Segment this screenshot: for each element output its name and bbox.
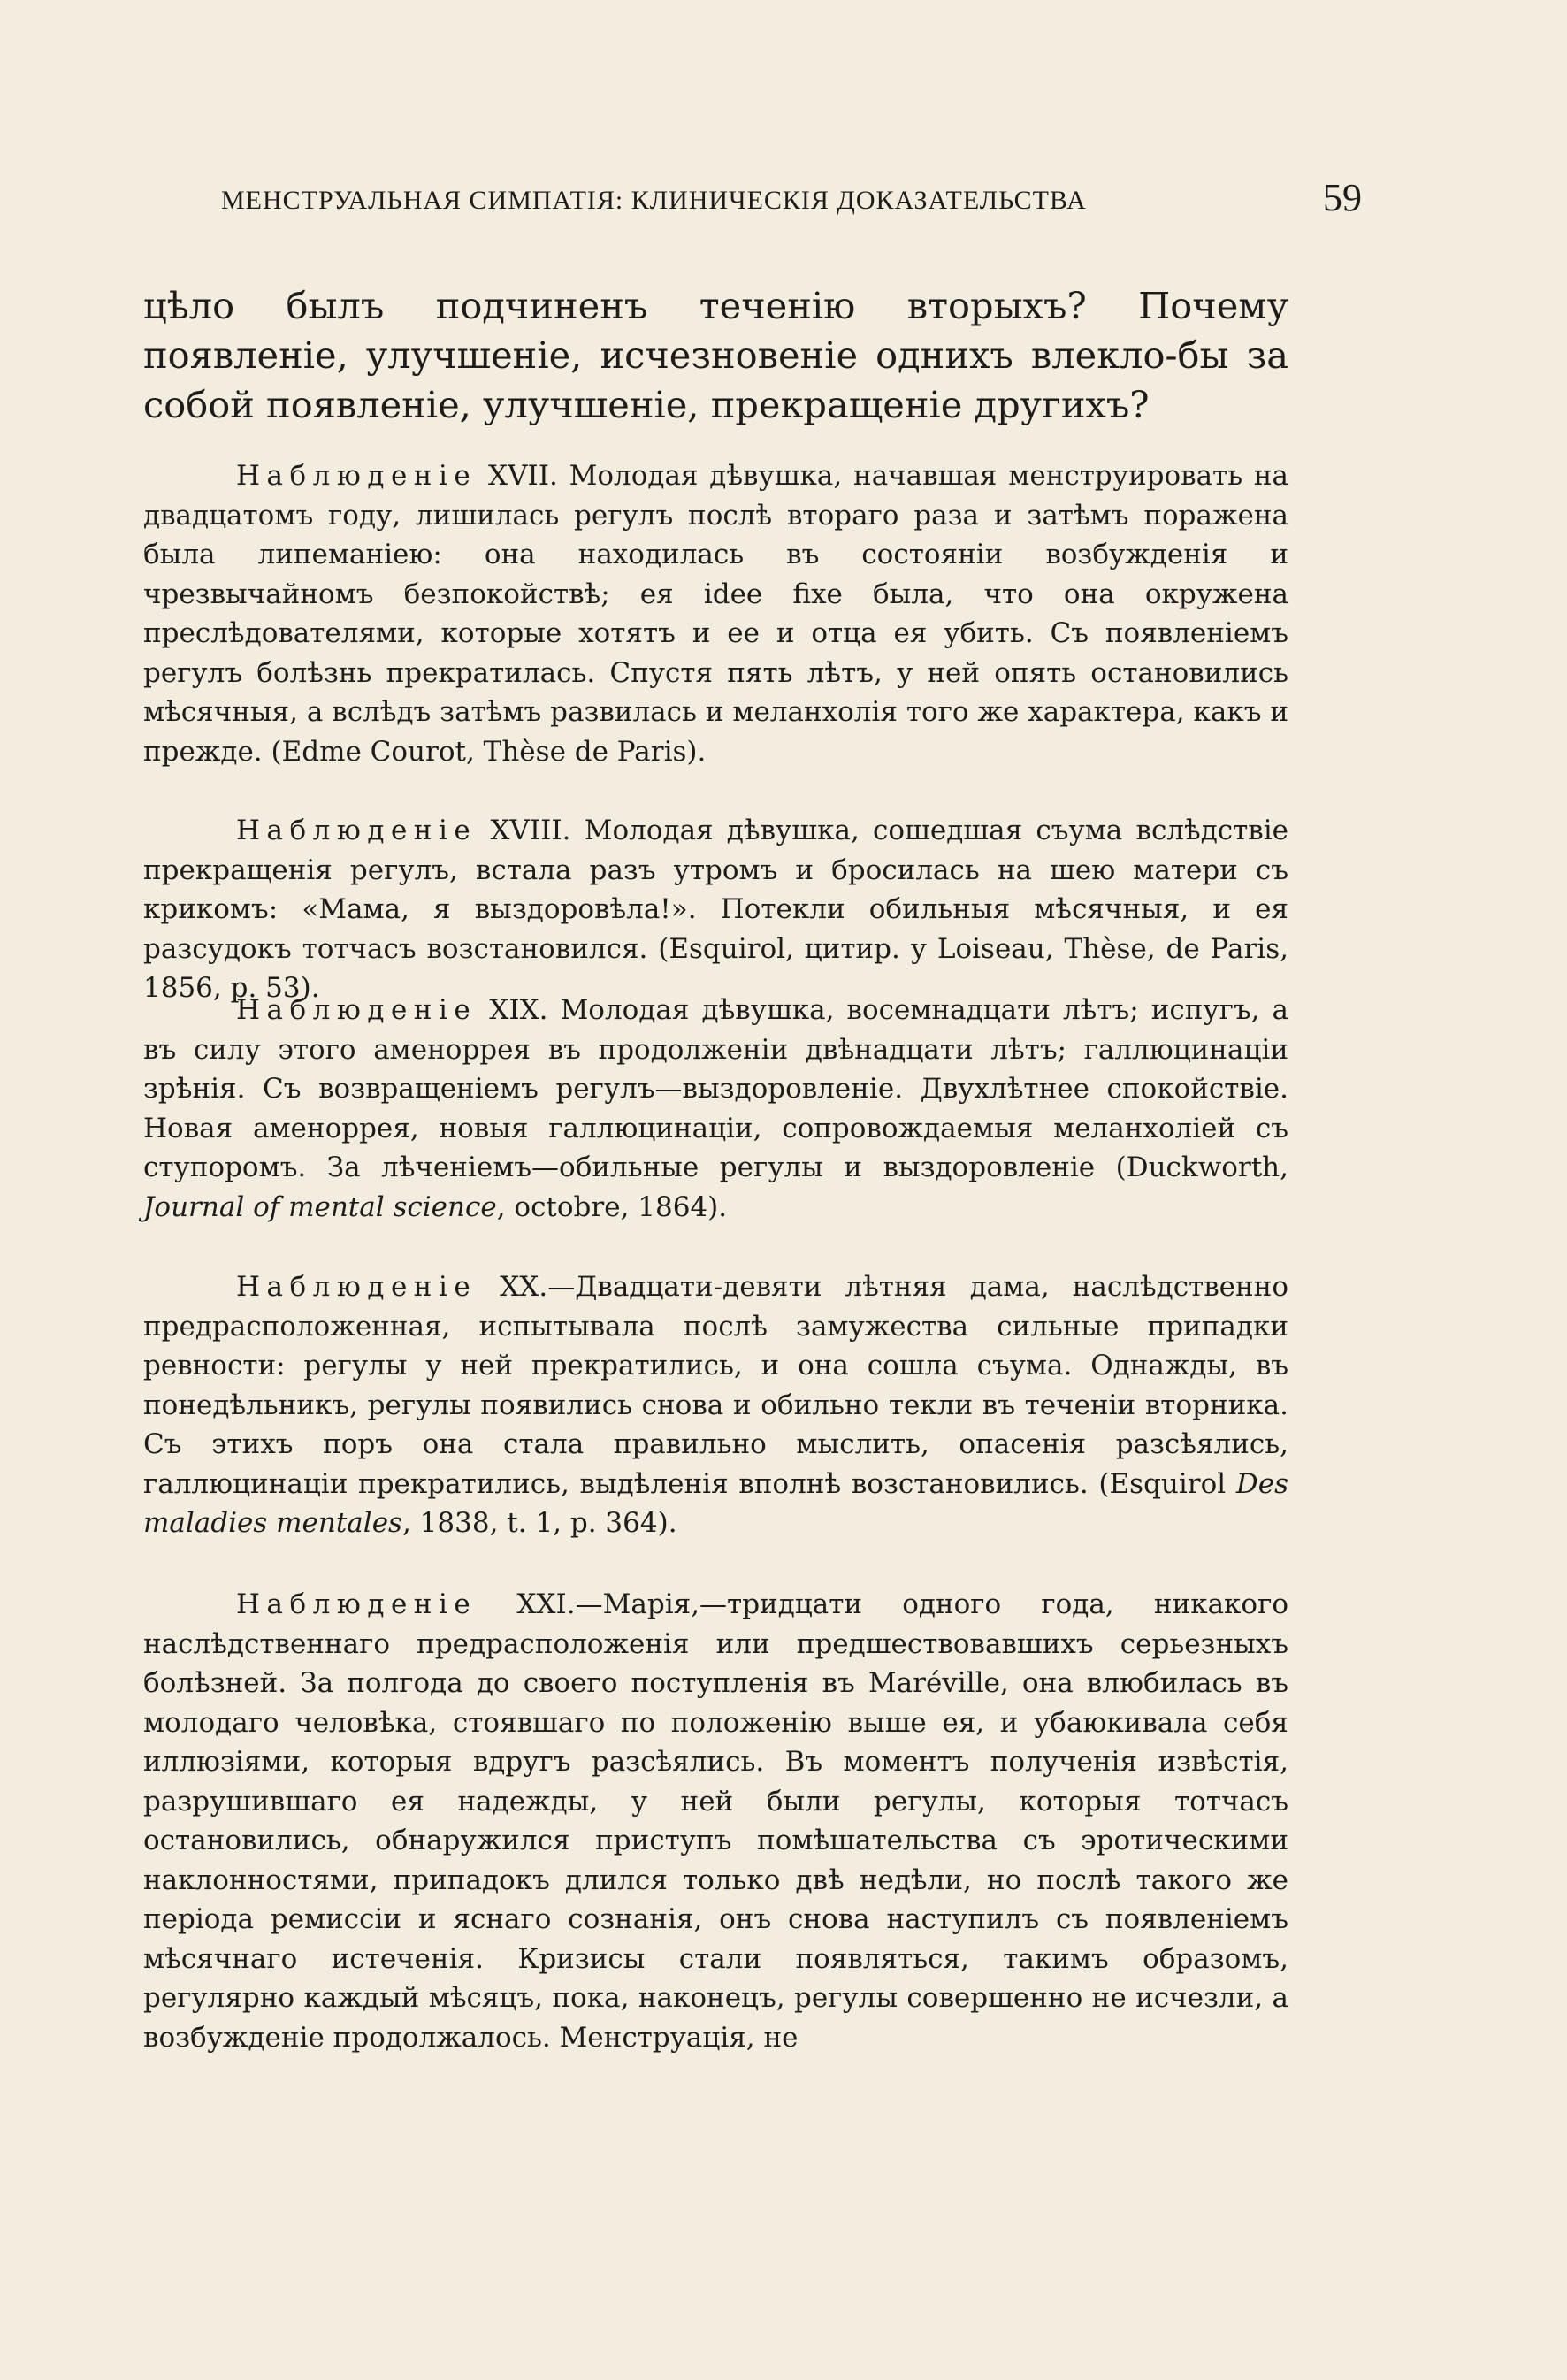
running-header	[177, 176, 1362, 233]
observation-heading: Наблюденіе	[236, 1271, 478, 1303]
observation-number: XVIII.	[490, 815, 571, 846]
observation-17	[143, 456, 1288, 771]
observation-heading: Наблюденіе	[236, 815, 478, 846]
lead-paragraph: цѣло былъ подчиненъ теченію вторыхъ? Почему появленіе, улучшеніе, исчезновеніе однихъ влекло-бы за собой появленіе, улучшеніе, прекращеніе другихъ?	[143, 284, 1288, 426]
observation-heading: Наблюденіе	[236, 994, 478, 1026]
observation-20	[143, 1267, 1288, 1543]
observation-21	[143, 1585, 1288, 2057]
observation-heading: Наблюденіе	[236, 1588, 478, 1620]
observation-number: XVII.	[488, 460, 558, 492]
observation-heading: Наблюденіе	[236, 460, 478, 492]
observation-text: —Двадцати-девяти лѣтняя дама, наслѣдственно предрасположенная, испытывала послѣ замужества сильные припадки ревности: регулы у ней прекратились, и она сошла съума. Однажды, въ понедѣльникъ, регулы появились снова и обильно текли въ теченіи вторника. Съ этихъ поръ она стала правильно мыслить, опасенія разсѣялись, галлюцинаціи прекратились, выдѣленія вполнѣ возстановились. (Esquirol	[143, 1271, 1288, 1500]
observation-19	[143, 991, 1288, 1227]
observation-text: Молодая дѣвушка, начавшая менструировать на двадцатомъ году, лишилась регулъ послѣ втораго раза и затѣмъ поражена была липеманіею: она находилась въ состояніи возбужденія и чрезвычайномъ безпокойствѣ; ея idee fixe была, что она окружена преслѣдователями, которые хотятъ и ее и отца ея убить. Съ появленіемъ регулъ болѣзнь прекратилась. Спустя пять лѣтъ, у ней опять остановились мѣсячныя, а вслѣдъ затѣмъ развилась и меланхолія того же характера, какъ и прежде. (Edme Courot, Thèse de Paris).	[143, 460, 1289, 768]
source-title: Journal of mental science	[143, 1190, 497, 1223]
observation-text: Молодая дѣвушка, сошедшая съума вслѣдствіе прекращенія регулъ, встала разъ утромъ и бросилась на шею матери съ крикомъ: «Мама, я выздоровѣла!». Потекли обильныя мѣсячныя, и ея разсудокъ тотчасъ возстановился. (Esquirol, цитир. у Loiseau, Thèse, de Paris, 1856, p. 53).	[143, 815, 1289, 1004]
observation-number: XX.	[500, 1271, 548, 1303]
observation-number: XXI.	[516, 1588, 576, 1620]
observation-number: XIX.	[489, 994, 548, 1026]
observation-text-end: , 1838, t. 1, p. 364).	[401, 1507, 677, 1539]
running-title: МЕНСТРУАЛЬНАЯ СИМПАТІЯ: КЛИНИЧЕСКІЯ ДОКАЗАТЕЛЬСТВА	[221, 186, 1087, 215]
observation-text: —Марія,—тридцати одного года, никакого наслѣдственнаго предрасположенія или предшествовавшихъ серьезныхъ болѣзней. За полгода до своего поступленія въ Maréville, она влюбилась въ молодаго человѣка, стоявшаго по положенію выше ея, и убаюкивала себя иллюзіями, которыя вдругъ разсѣялись. Въ моментъ полученія извѣстія, разрушившаго ея надежды, у ней были регулы, которыя тотчасъ остановились, обнаружился приступъ помѣшательства съ эротическими наклонностями, припадокъ длился только двѣ недѣли, но послѣ такого же періода ремиссіи и яснаго сознанія, онъ снова наступилъ съ появленіемъ мѣсячнаго истеченія. Кризисы стали появляться, такимъ образомъ, регулярно каждый мѣсяцъ, пока, наконецъ, регулы совершенно не исчезли, а возбужденіе продолжалось. Менструація, не	[143, 1588, 1288, 2054]
observation-text-end: , octobre, 1864).	[496, 1190, 728, 1223]
page-number: 59	[1323, 176, 1362, 219]
observation-18	[143, 811, 1288, 1008]
observation-text: Молодая дѣвушка, восемнадцати лѣтъ; испугъ, а въ силу этого аменоррея въ продолженіи двѣнадцати лѣтъ; галлюцинаціи зрѣнія. Съ возвращеніемъ регулъ—выздоровленіе. Двухлѣтнее спокойствіе. Новая аменоррея, новыя галлюцинаціи, сопровождаемыя меланхоліей съ ступоромъ. За лѣченіемъ—обильные регулы и выздоровленіе (Duckworth,	[143, 994, 1288, 1183]
source-title: Des maladies mentales	[143, 1467, 1288, 1539]
